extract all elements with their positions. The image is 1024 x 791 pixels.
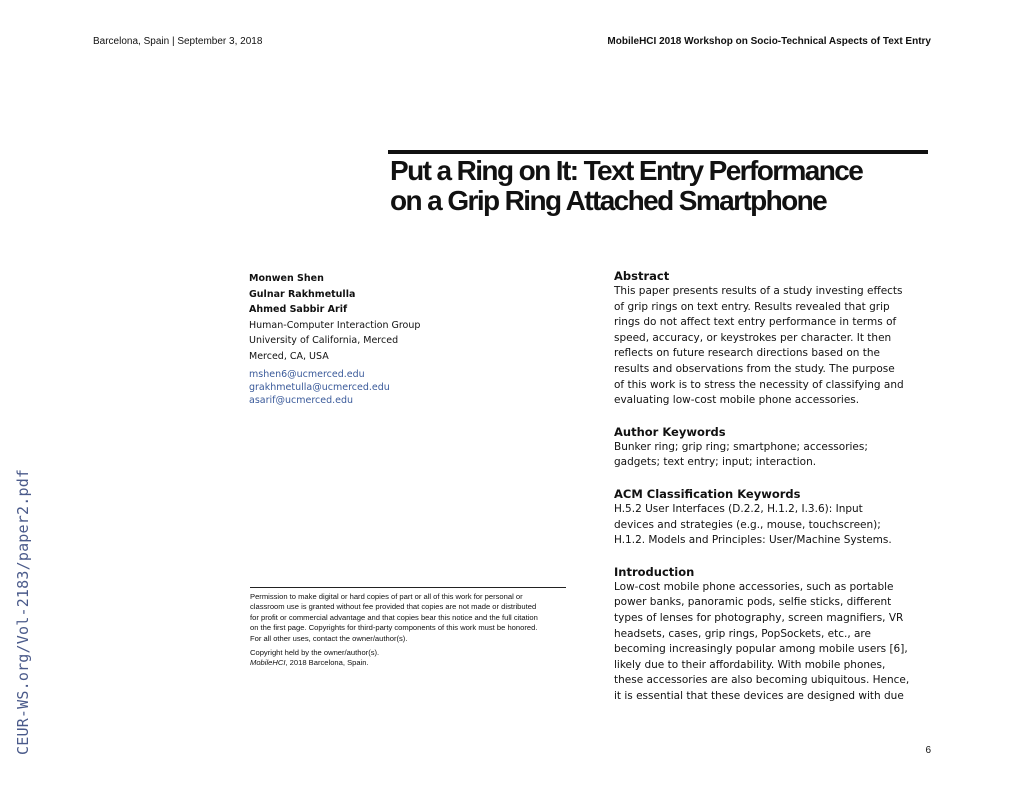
keywords-heading: Author Keywords	[614, 424, 726, 439]
permission-line: classroom use is granted without fee provided that copies are not made or distributed	[250, 602, 537, 612]
copyright-line: Copyright held by the owner/author(s).	[250, 648, 380, 658]
title-line-1: Put a Ring on It: Text Entry Performance	[390, 155, 863, 186]
abstract-line: of this work is to stress the necessity of classifying and	[614, 378, 904, 391]
keywords-line: gadgets; text entry; input; interaction.	[614, 456, 817, 469]
author-name: Monwen Shen	[249, 273, 324, 284]
permission-line: Permission to make digital or hard copies of part or all of this work for personal or	[250, 592, 523, 601]
introduction-line: power banks, panoramic pods, selfie sticks, different	[614, 596, 892, 609]
title-line-2: on a Grip Ring Attached Smartphone	[390, 185, 827, 216]
page-number: 6	[925, 745, 931, 756]
keywords-body	[614, 440, 934, 471]
affiliation-line: Merced, CA, USA	[249, 350, 329, 362]
introduction-line: types of lenses for photography, screen magnifiers, VR	[614, 611, 904, 624]
author-email-link[interactable]: grakhmetulla@ucmerced.edu	[249, 381, 390, 393]
venue-name: MobileHCI	[250, 658, 286, 668]
abstract-line: reflects on future research directions based on the	[614, 347, 881, 360]
author-name: Ahmed Sabbir Arif	[249, 304, 348, 316]
acm-body	[614, 502, 934, 549]
right-column	[614, 268, 934, 704]
author-email-link[interactable]: asarif@ucmerced.edu	[249, 394, 354, 406]
author-block	[249, 271, 420, 407]
abstract-line: results and observations from the study. The purpose	[614, 362, 895, 375]
permission-line: for profit or commercial advantage and that copies bear this notice and the full citation	[250, 612, 538, 622]
affiliation-line: University of California, Merced	[249, 335, 399, 347]
introduction-body	[614, 580, 934, 705]
introduction-line: likely due to their affordability. With mobile phones,	[614, 658, 886, 671]
venue-line	[250, 658, 566, 668]
header-venue-date: Barcelona, Spain | September 3, 2018	[93, 36, 263, 47]
keywords-line: Bunker ring; grip ring; smartphone; accessories;	[614, 440, 868, 453]
header-workshop: MobileHCI 2018 Workshop on Socio-Technical Aspects of Text Entry	[607, 36, 931, 47]
acm-line: H.5.2 User Interfaces (D.2.2, H.1.2, I.3.6): Input	[614, 502, 863, 515]
permission-line: on the first page. Copyrights for third-party components of this work must be honored.	[250, 623, 538, 633]
title-rule	[388, 150, 928, 154]
introduction-heading: Introduction	[614, 564, 695, 579]
introduction-line: these accessories are also becoming ubiquitous. Hence,	[614, 674, 910, 687]
ceur-side-label: CEUR-WS.org/Vol-2183/paper2.pdf	[14, 468, 32, 755]
abstract-body	[614, 284, 934, 409]
abstract-line: of grip rings on text entry. Results revealed that grip	[614, 300, 890, 313]
author-email-link[interactable]: mshen6@ucmerced.edu	[249, 368, 365, 380]
venue-rest: , 2018 Barcelona, Spain.	[285, 658, 369, 668]
introduction-line: becoming increasingly popular among mobile users [6],	[614, 643, 908, 656]
abstract-line: evaluating low-cost mobile phone accessories.	[614, 394, 860, 407]
introduction-line: Low-cost mobile phone accessories, such as portable	[614, 580, 894, 593]
introduction-line: headsets, cases, grip rings, PopSockets, etc., are	[614, 627, 871, 640]
abstract-line: speed, accuracy, or keystrokes per character. It then	[614, 331, 892, 344]
paper-title	[390, 156, 950, 216]
acm-line: devices and strategies (e.g., mouse, touchscreen);	[614, 518, 881, 531]
introduction-line: it is essential that these devices are designed with due	[614, 689, 904, 702]
abstract-line: rings do not affect text entry performance in terms of	[614, 316, 897, 329]
permission-notice	[250, 587, 566, 669]
permission-line: For all other uses, contact the owner/author(s).	[250, 633, 408, 643]
abstract-heading: Abstract	[614, 269, 670, 283]
abstract-line: This paper presents results of a study investing effects	[614, 285, 903, 297]
author-name: Gulnar Rakhmetulla	[249, 288, 356, 300]
acm-line: H.1.2. Models and Principles: User/Machine Systems.	[614, 534, 892, 547]
affiliation-line: Human-Computer Interaction Group	[249, 319, 421, 331]
acm-heading: ACM Classification Keywords	[614, 486, 801, 501]
